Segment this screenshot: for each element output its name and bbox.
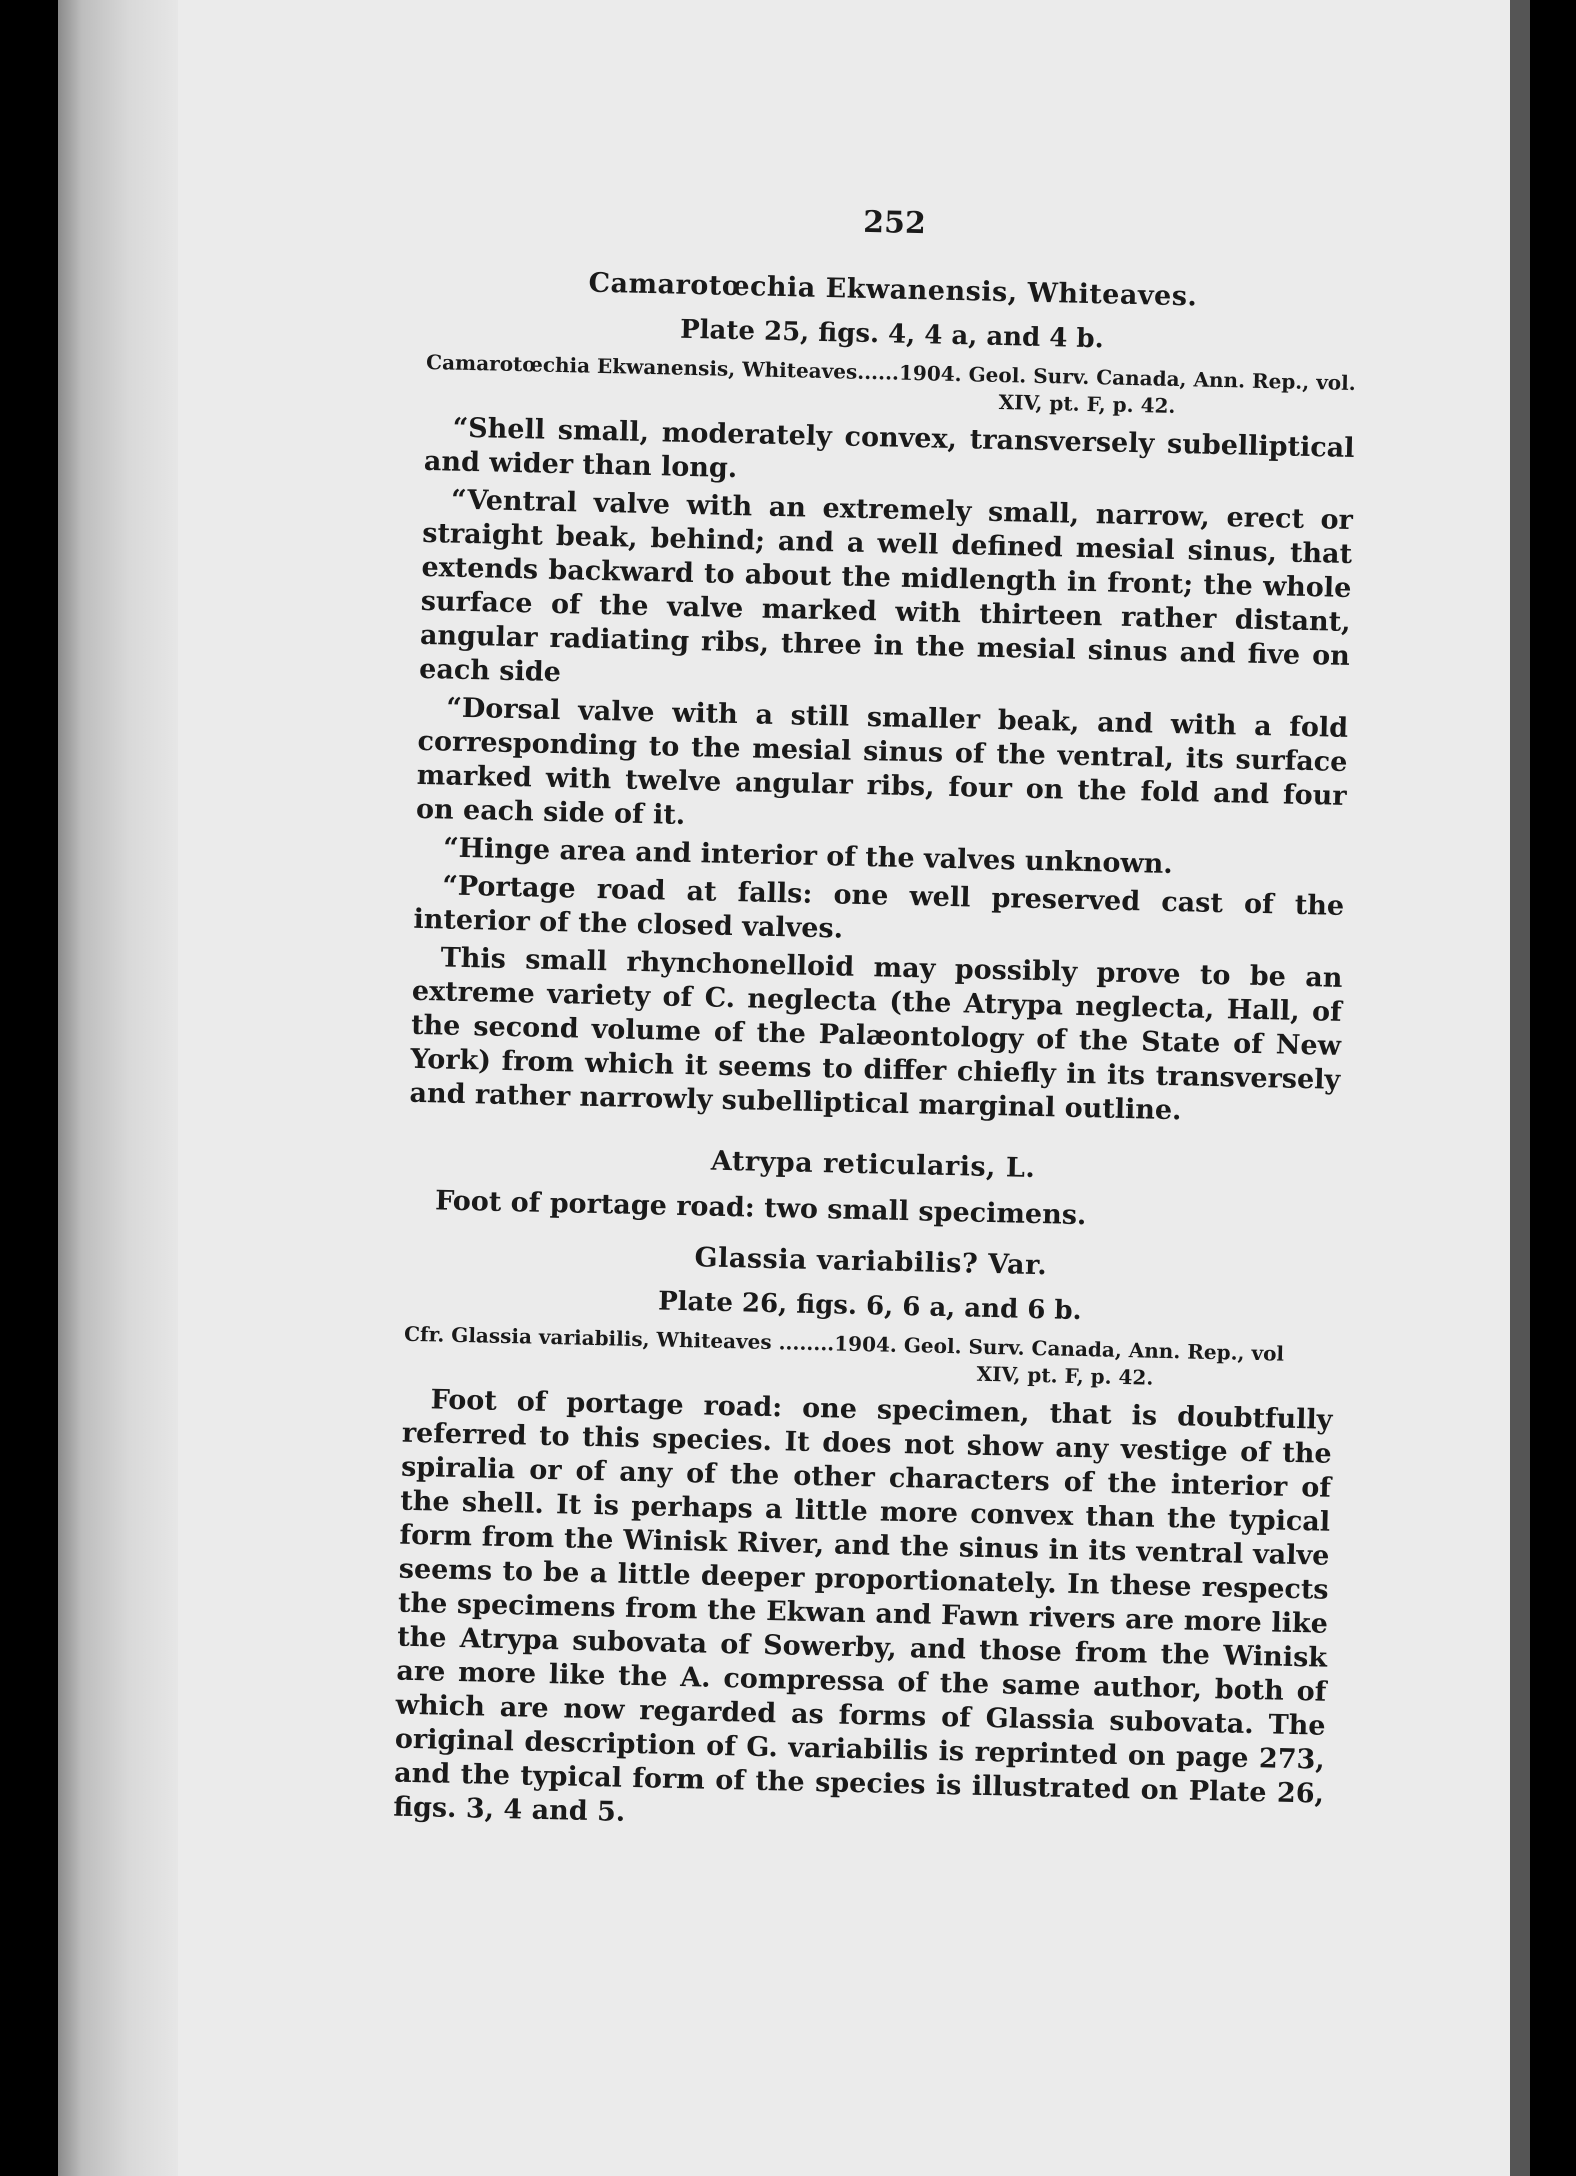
reference-line: Cfr. Glassia variabilis, Whiteaves ........1904. Geol. Surv. Canada, Ann. Rep., vol xyxy=(403,1321,1285,1366)
section-camarotoechia xyxy=(409,264,1358,1132)
paragraph: Foot of portage road: two small specimens. xyxy=(434,1185,1087,1232)
reference-line: XIV, pt. F, p. 42. xyxy=(998,389,1176,418)
plate-reference: Plate 26, figs. 6, 6 a, and 6 b. xyxy=(657,1286,1082,1327)
paragraph: This small rhynchonelloid may possibly prove to be an extreme variety of C. neglecta (the Atrypa neglecta, Hall, of the second volume of the Palæontology of the State of New York) from which it seems to differ chiefly in its transversely and rather narrowly subelliptical marginal outline. xyxy=(409,942,1343,1127)
paragraph: “Hinge area and interior of the valves unknown. xyxy=(442,832,1174,881)
reference-line: XIV, pt. F, p. 42. xyxy=(976,1361,1154,1390)
page-number: 252 xyxy=(862,204,927,242)
paragraph: “Portage road at falls: one well preserved cast of the interior of the closed valves. xyxy=(413,870,1345,945)
page-stack-edge-left xyxy=(58,0,178,2176)
bibliographic-reference xyxy=(403,1321,1334,1396)
plate-reference: Plate 25, figs. 4, 4 a, and 4 b. xyxy=(679,314,1105,355)
page-content xyxy=(393,195,1360,1850)
paragraph: “Dorsal valve with a still smaller beak, and with a fold corresponding to the mesial sinus of the ventral, its surface marked with twelve angular ribs, four on the fold and four on each side of it. xyxy=(415,692,1349,831)
bibliographic-reference xyxy=(425,349,1356,424)
reference-line: Camarotœchia Ekwanensis, Whiteaves......1904. Geol. Surv. Canada, Ann. Rep., vol. xyxy=(425,349,1357,396)
paragraph: “Shell small, moderately convex, transversely subelliptical and wider than long. xyxy=(423,412,1355,485)
section-heading: Atrypa reticularis, L. xyxy=(710,1145,1036,1184)
section-heading: Camarotœchia Ekwanensis, Whiteaves. xyxy=(588,267,1198,313)
section-atrypa xyxy=(407,1139,1339,1239)
paragraph: Foot of portage road: one specimen, that is doubtfully referred to this species. It does not show any vestige of the spiralia or of any of the other characters of the interior of the shell. It is perhaps a little more convex than the typical form from the Winisk River, and the sinus in its ventral valve seems to be a little deeper proportionately. In these respects the specimens from the Ekwan and Fawn rivers are more like the Atrypa subovata of Sowerby, and those from the Winisk are more like the A. compressa of the same author, both of which are now regarded as forms of Glassia subovata. The original description of G. variabilis is reprinted on page 273, and the typical form of the species is illustrated on Plate 26, figs. 3, 4 and 5. xyxy=(393,1384,1333,1828)
section-glassia xyxy=(393,1236,1336,1846)
section-heading: Glassia variabilis? Var. xyxy=(694,1242,1048,1282)
page-edge-right xyxy=(1510,0,1530,2176)
paragraph: “Ventral valve with an extremely small, narrow, erect or straight beak, behind; and a well defined mesial sinus, that extends backward to about the midlength in front; the whole surface of the valve marked with thirteen rather distant, angular radiating ribs, three in the mesial sinus and five on each side xyxy=(418,484,1354,689)
